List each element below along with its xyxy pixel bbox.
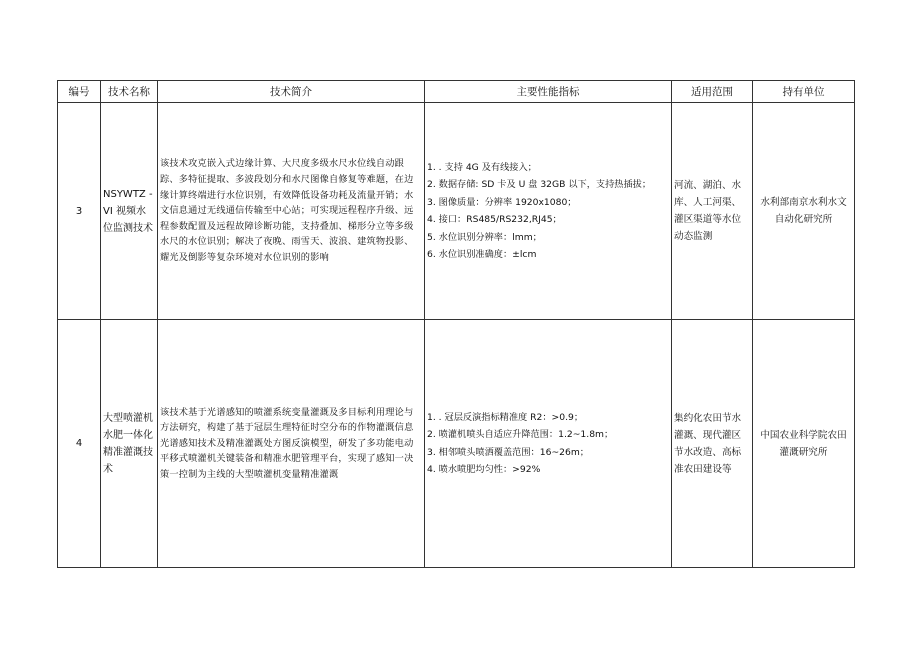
performance-item: 2. 数据存储: SD 卡及 U 盘 32GB 以下，支持热插拔； (427, 179, 652, 190)
owner-unit: 中国农业科学院农田灌溉研究所 (753, 320, 855, 568)
header-scope: 适用范围 (672, 81, 753, 103)
performance-item: 5. 水位识别分辨率：lmm； (427, 231, 542, 243)
row-number: 4 (58, 320, 101, 568)
performance-list (425, 320, 672, 568)
header-tech-description: 技术简介 (158, 81, 425, 103)
row-number: 3 (58, 103, 101, 320)
application-scope: 集约化农田节水灌溉、现代灌区节水改造、高标准农田建设等 (672, 320, 753, 568)
header-performance: 主要性能指标 (425, 81, 672, 103)
application-scope: 河流、湖泊、水库、人工河渠、灌区渠道等水位动态监测 (672, 103, 753, 320)
performance-item: 4. 喷水喷肥均匀性：>92% (427, 464, 541, 475)
table-header-row (58, 81, 855, 103)
owner-unit: 水利部南京水利水文自动化研究所 (753, 103, 855, 320)
technology-table (57, 80, 855, 568)
performance-item: 2. 喷灌机喷头自适应升降范围：1.2~1.8m； (427, 429, 614, 440)
tech-description: 该技术攻克嵌入式边缘计算、大尺度多级水尺水位线自动跟踪、多特征提取、多波段划分和水尺图像自修复等难题，在边缘计算终端进行水位识别，有效降低设备功耗及流量开销；水文信息通过无线通信传输至中心站；可实现远程程序升级、远程参数配置及远程故障诊断功能，支持叠加、梯形分立等多级水尺的水位识别；解决了夜晚、雨雪天、波浪、建筑物投影、耀光及倒影等复杂环境对水位识别的影响 (158, 103, 425, 320)
tech-description: 该技术基于光谱感知的喷灌系统变量灌溉及多目标利用理论与方法研究，构建了基于冠层生理特征时空分布的作物灌溉信息光谱感知技术及精准灌溉处方图反演模型，研发了多功能电动平移式喷灌机关键装备和精准水肥管理平台，实现了感知一决策一控制为主线的大型喷灌机变量精准灌溉 (158, 320, 425, 568)
performance-item: 1. . 支持 4G 及有线接入； (427, 161, 537, 173)
header-owner: 持有单位 (753, 81, 855, 103)
performance-item: 3. 相邻喷头喷洒覆盖范围：16~26m； (427, 446, 589, 458)
header-tech-name: 技术名称 (101, 81, 158, 103)
performance-list (425, 103, 672, 320)
header-number: 编号 (58, 81, 101, 103)
performance-item: 4. 接口：RS485/RS232,RJ45； (427, 214, 562, 225)
tech-name: NSYWTZ -VI 视频水位监测技术 (101, 103, 158, 320)
performance-item: 6. 水位识别准确度：±lcm (427, 249, 537, 260)
tech-name: 大型喷灌机水肥一体化精准灌溉技术 (101, 320, 158, 568)
performance-item: 1. . 冠层反演指标精准度 R2：>0.9； (427, 411, 584, 423)
performance-item: 3. 图像质量：分辨率 1920x1080； (427, 196, 577, 208)
table-row (58, 320, 855, 568)
table-row (58, 103, 855, 320)
